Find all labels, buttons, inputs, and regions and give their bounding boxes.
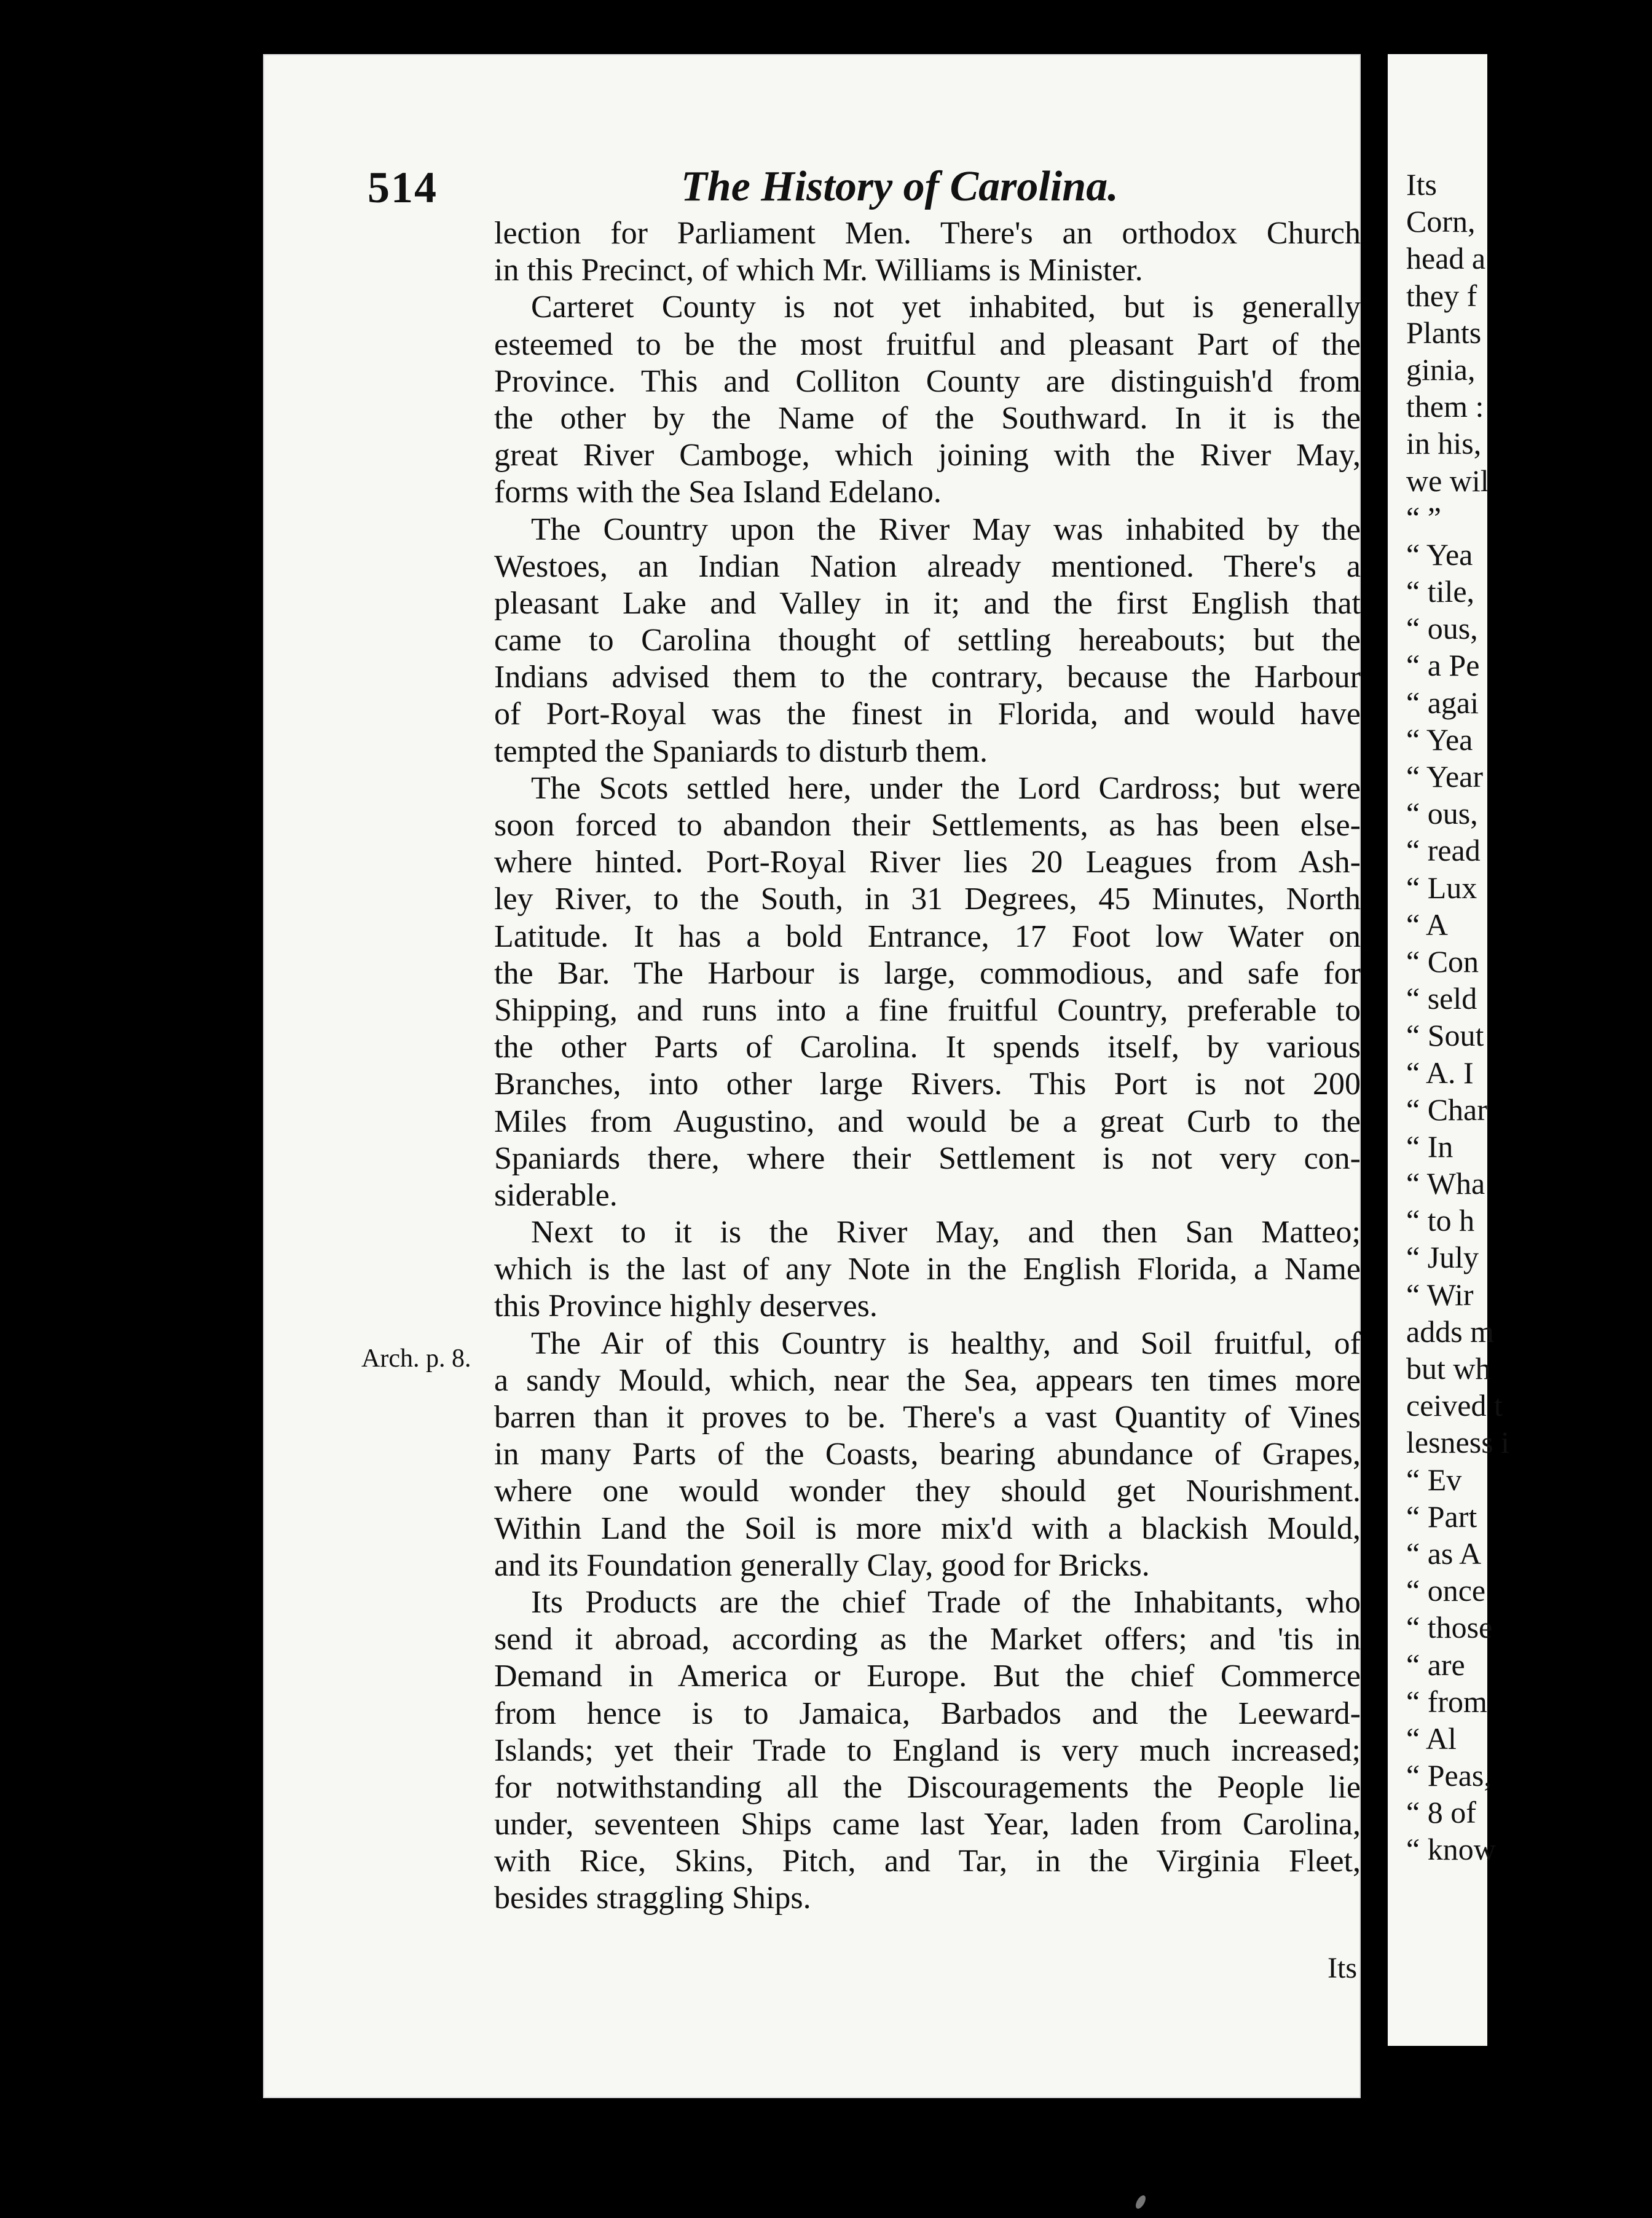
facing-page-line: “ Sout	[1406, 1018, 1484, 1053]
facing-page-line: ceived t	[1406, 1388, 1503, 1423]
text-line: The Country upon the River May was inhabited by the	[531, 511, 1361, 547]
facing-page-line: “ Yea	[1406, 537, 1473, 572]
page-number: 514	[368, 163, 438, 212]
left-page	[263, 54, 1361, 2098]
facing-page-line: “ ”	[1406, 500, 1441, 535]
facing-page-line: “ once	[1406, 1573, 1486, 1608]
text-line: Province. This and Colliton County are distinguish'd from	[494, 363, 1361, 399]
facing-page-line: “ ous,	[1406, 611, 1478, 646]
facing-page-line: “ a Pe	[1406, 648, 1480, 683]
text-line: the Bar. The Harbour is large, commodious, and safe for	[494, 955, 1361, 991]
facing-page-line: “ to h	[1406, 1203, 1475, 1238]
text-line: tempted the Spaniards to disturb them.	[494, 733, 988, 769]
facing-page-line: lesness i	[1406, 1425, 1510, 1460]
facing-page-line: in his,	[1406, 426, 1482, 461]
facing-page-line: head a	[1406, 241, 1486, 276]
text-line: where one would wonder they should get Nourishment.	[494, 1474, 1361, 1509]
text-line: Its Products are the chief Trade of the Inhabitants, who	[531, 1584, 1361, 1620]
facing-page-line: “ July	[1406, 1240, 1479, 1275]
facing-page-line: “ A. I	[1406, 1055, 1474, 1090]
facing-page-line: “ from	[1406, 1684, 1487, 1719]
text-line: a sandy Mould, which, near the Sea, appears ten times more	[494, 1362, 1361, 1398]
text-line: ley River, to the South, in 31 Degrees, 45 Minutes, North	[494, 882, 1361, 917]
facing-page-line: “ those	[1406, 1610, 1493, 1645]
facing-page-line: Its	[1406, 167, 1437, 202]
facing-page-line: “ Year	[1406, 759, 1483, 794]
text-line: great River Camboge, which joining with the River May,	[494, 438, 1361, 473]
text-line: Spaniards there, where their Settlement is not very con-	[494, 1140, 1361, 1176]
text-line: Within Land the Soil is more mix'd with a blackish Mould,	[494, 1510, 1361, 1546]
text-line: Next to it is the River May, and then San Matteo;	[531, 1215, 1361, 1250]
text-line: where hinted. Port-Royal River lies 20 Leagues from Ash-	[494, 845, 1361, 880]
text-line: barren than it proves to be. There's a vast Quantity of Vines	[494, 1400, 1361, 1435]
text-line: and its Foundation generally Clay, good for Bricks.	[494, 1547, 1150, 1583]
facing-page-line: “ Con	[1406, 944, 1479, 979]
facing-page-line: “ seld	[1406, 981, 1477, 1016]
body-text	[494, 215, 1361, 1917]
facing-page-line: “ know	[1406, 1832, 1496, 1867]
facing-page-line: “ are	[1406, 1647, 1465, 1682]
facing-page-text	[1406, 166, 1652, 1868]
book-gutter	[1361, 0, 1388, 2218]
text-line: of Port-Royal was the finest in Florida, and would have	[494, 697, 1361, 732]
facing-page-line: “ read	[1406, 833, 1481, 868]
facing-page-line: adds m	[1406, 1314, 1495, 1349]
facing-page-line: “ Part	[1406, 1499, 1477, 1534]
facing-page-line: “ Wir	[1406, 1277, 1474, 1312]
facing-page-line: ginia,	[1406, 352, 1476, 387]
running-title: The History of Carolina.	[681, 163, 1119, 210]
text-line: for notwithstanding all the Discouragements the People lie	[494, 1769, 1361, 1805]
text-line: Islands; yet their Trade to England is very much increased;	[494, 1732, 1361, 1768]
text-line: pleasant Lake and Valley in it; and the first English that	[494, 585, 1361, 621]
facing-page-line: “ In	[1406, 1129, 1453, 1164]
facing-page-line: “ A	[1406, 907, 1449, 942]
text-line: this Province highly deserves.	[494, 1289, 878, 1324]
text-line: lection for Parliament Men. There's an orthodox Church	[494, 216, 1361, 251]
text-line: the other Parts of Carolina. It spends itself, by various	[494, 1030, 1361, 1065]
text-line: Branches, into other large Rivers. This Port is not 200	[494, 1067, 1361, 1102]
margin-note: Arch. p. 8.	[361, 1344, 471, 1373]
text-line: Westoes, an Indian Nation already mentioned. There's a	[494, 548, 1361, 584]
facing-page-line: “ Al	[1406, 1721, 1457, 1756]
text-line: which is the last of any Note in the English Florida, a Name	[494, 1252, 1361, 1287]
text-line: send it abroad, according as the Market offers; and 'tis in	[494, 1622, 1361, 1657]
text-line: Latitude. It has a bold Entrance, 17 Foot low Water on	[494, 918, 1361, 954]
facing-page-line: “ 8 of	[1406, 1795, 1476, 1830]
facing-page-edge	[1388, 54, 1510, 2046]
text-line: The Scots settled here, under the Lord Cardross; but were	[531, 770, 1361, 806]
text-line: siderable.	[494, 1177, 618, 1213]
text-line: in many Parts of the Coasts, bearing abundance of Grapes,	[494, 1437, 1361, 1472]
text-line: came to Carolina thought of settling hereabouts; but the	[494, 623, 1361, 658]
paper-mark	[1134, 2194, 1147, 2211]
facing-page-line: “ Wha	[1406, 1166, 1485, 1201]
text-line: esteemed to be the most fruitful and pleasant Part of the	[494, 326, 1361, 362]
text-line: Indians advised them to the contrary, because the Harbour	[494, 660, 1361, 695]
text-line: under, seventeen Ships came last Year, laden from Carolina,	[494, 1807, 1361, 1842]
facing-page-line: “ tile,	[1406, 574, 1475, 609]
facing-page-line: “ Peas,	[1406, 1758, 1492, 1793]
facing-page-line: we wil	[1406, 463, 1489, 498]
page-header	[263, 162, 1361, 218]
facing-page-line: but wh	[1406, 1351, 1491, 1386]
facing-page-line: “ Char	[1406, 1092, 1487, 1127]
text-line: the other by the Name of the Southward. In it is the	[494, 400, 1361, 436]
text-line: Demand in America or Europe. But the chief Commerce	[494, 1659, 1361, 1694]
text-line: in this Precinct, of which Mr. Williams is Minister.	[494, 253, 1143, 288]
facing-page-line: “ ous,	[1406, 796, 1478, 831]
facing-page-line: Plants	[1406, 315, 1482, 350]
facing-page-line: “ Yea	[1406, 722, 1473, 757]
facing-page-line: them :	[1406, 389, 1484, 424]
facing-page-line: “ Lux	[1406, 870, 1477, 905]
text-line: from hence is to Jamaica, Barbados and the Leeward-	[494, 1695, 1361, 1731]
text-line: Shipping, and runs into a fine fruitful Country, preferable to	[494, 992, 1361, 1028]
text-line: Miles from Augustino, and would be a great Curb to the	[494, 1103, 1361, 1139]
text-line: besides straggling Ships.	[494, 1881, 811, 1916]
text-line: with Rice, Skins, Pitch, and Tar, in the Virginia Fleet,	[494, 1844, 1361, 1879]
text-line: Carteret County is not yet inhabited, but is generally	[531, 290, 1361, 325]
facing-page-line: they f	[1406, 278, 1477, 313]
text-line: The Air of this Country is healthy, and Soil fruitful, of	[531, 1325, 1361, 1361]
facing-page-line: “ agai	[1406, 685, 1479, 720]
text-line: soon forced to abandon their Settlements, as has been else-	[494, 808, 1361, 843]
text-line: forms with the Sea Island Edelano.	[494, 475, 942, 510]
facing-page-line: “ as A	[1406, 1536, 1482, 1571]
catchword: Its	[1328, 1952, 1357, 1984]
facing-page-line: Corn,	[1406, 204, 1476, 239]
facing-page-line: “ Ev	[1406, 1462, 1462, 1497]
